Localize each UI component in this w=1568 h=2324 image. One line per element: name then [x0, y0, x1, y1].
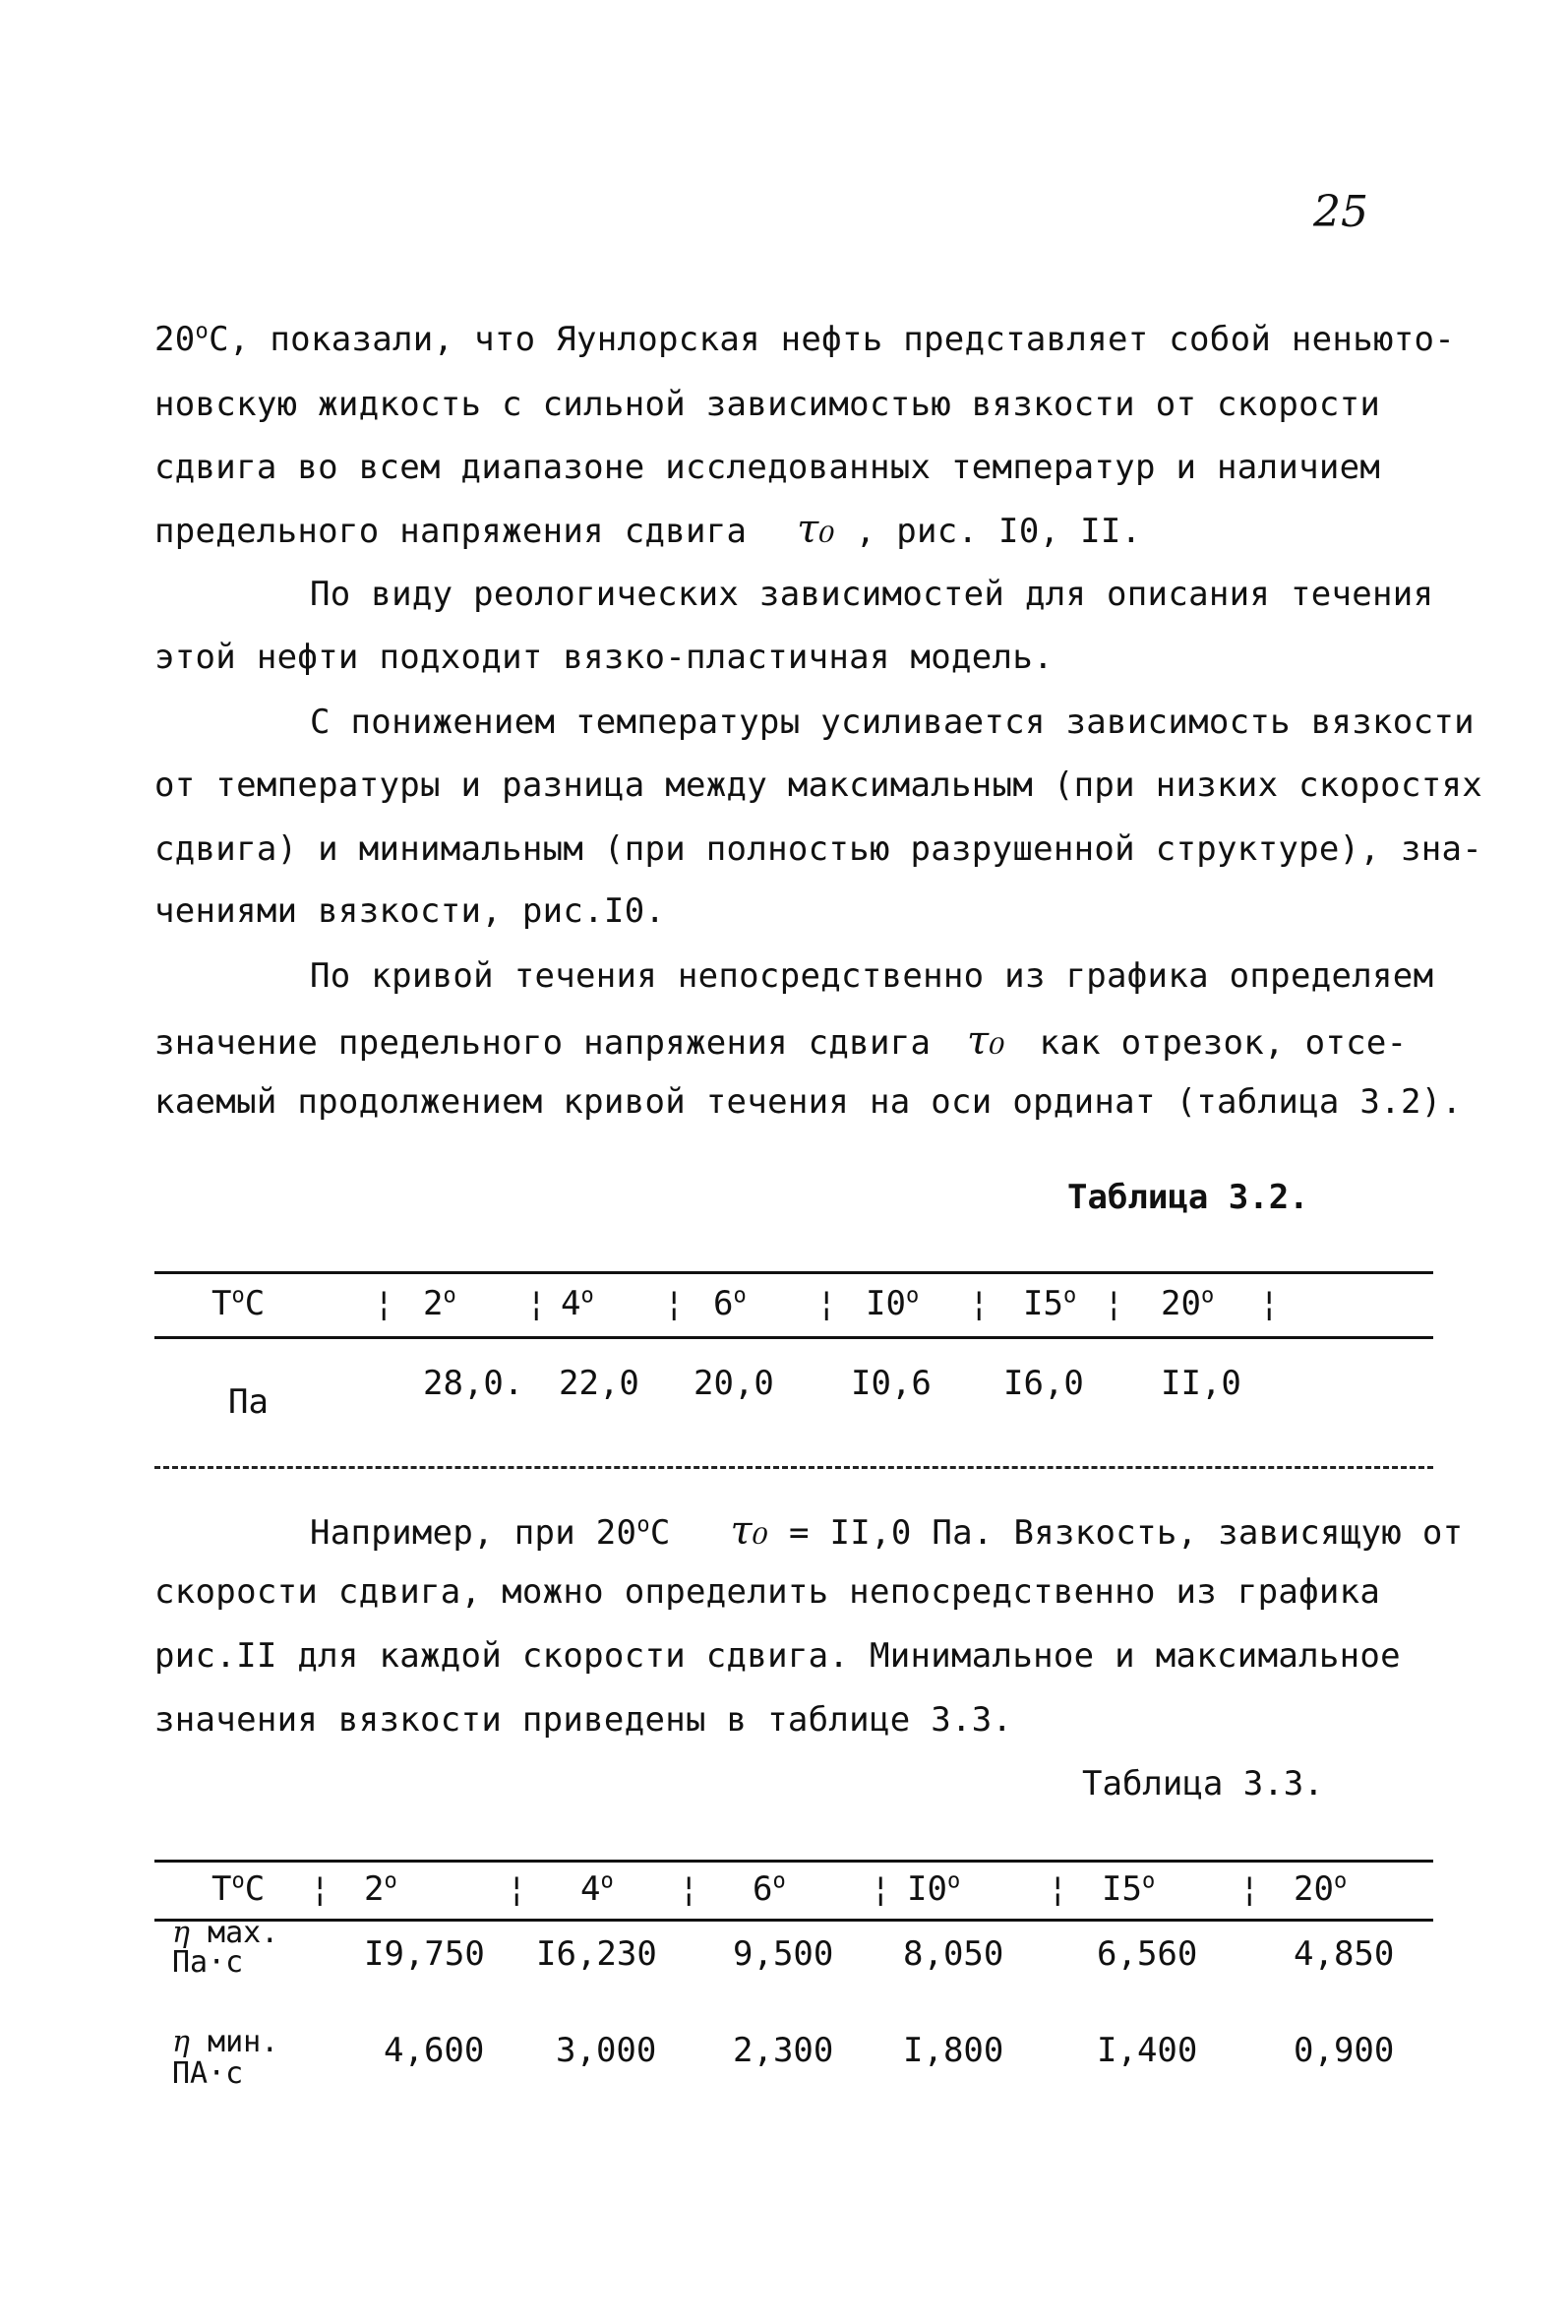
text-line: С понижением температуры усиливается зависимость вязкости — [310, 703, 1475, 742]
tau-zero-symbol: τ₀ — [730, 1508, 769, 1554]
table-header-cell: $6^о$ — [753, 1868, 786, 1909]
column-separator: ¦ — [526, 1284, 547, 1323]
table-caption: Таблица 3.2. — [1067, 1178, 1309, 1217]
text-line: новскую жидкость с сильной зависимостью вязкости от скорости — [154, 385, 1381, 424]
text-line: от температуры и разница между максимальным (при низких скоростях — [154, 765, 1483, 805]
column-separator: ¦ — [1259, 1284, 1280, 1323]
table-cell: 9,500 — [733, 1934, 834, 1974]
column-separator: ¦ — [1048, 1869, 1068, 1909]
text-line: Например, при $20^оС$ τ₀ = II,0 Па. Вязкость, зависящую от — [310, 1508, 1464, 1554]
text-line: скорости сдвига, можно определить непосредственно из графика — [154, 1572, 1381, 1612]
table-row-label: η мин. ПА·с — [172, 2025, 279, 2091]
column-separator: ¦ — [1104, 1284, 1124, 1323]
tau-zero-symbol: τ₀ — [797, 507, 835, 552]
table-header-label: $Т^оС$ — [211, 1283, 266, 1323]
text-line: каемый продолжением кривой течения на оси ординат (таблица 3.2). — [154, 1082, 1463, 1122]
table-cell: I6,230 — [536, 1934, 657, 1974]
table-cell: 20,0 — [694, 1364, 774, 1403]
column-separator: ¦ — [1239, 1869, 1260, 1909]
text-line: $20^оС$, показали, что Яунлорская нефть представляет собой неньюто- — [154, 319, 1456, 359]
text-line: По кривой течения непосредственно из графика определяем — [310, 956, 1434, 996]
text-line: сдвига) и минимальным (при полностью разрушенной структуре), зна- — [154, 829, 1483, 869]
table-cell: 4,600 — [384, 2031, 485, 2070]
eta-symbol: η — [172, 2025, 190, 2059]
table-row-label: Па — [228, 1382, 269, 1422]
table-header-rule — [154, 1336, 1433, 1339]
text-line: чениями вязкости, рис.I0. — [154, 891, 666, 931]
table-cell: 2,300 — [733, 2031, 834, 2070]
table-cell: 0,900 — [1294, 2031, 1395, 2070]
table-cell: I,400 — [1097, 2031, 1198, 2070]
table-cell: 3,000 — [556, 2031, 657, 2070]
column-separator: ¦ — [969, 1284, 990, 1323]
table-header-rule — [154, 1919, 1433, 1922]
table-header-cell: $4^о$ — [561, 1283, 594, 1323]
column-separator: ¦ — [310, 1869, 331, 1909]
text-line: предельного напряжения сдвига τ₀ , рис. I0, II. — [154, 507, 1142, 552]
text-line: рис.II для каждой скорости сдвига. Минимальное и максимальное — [154, 1636, 1401, 1676]
column-separator: ¦ — [871, 1869, 891, 1909]
table-cell: II,0 — [1161, 1364, 1241, 1403]
table-header-cell: $I5^о$ — [1102, 1868, 1156, 1909]
table-cell: 28,0. — [423, 1364, 524, 1403]
eta-symbol: η — [172, 1916, 190, 1950]
table-top-rule — [154, 1271, 1433, 1274]
column-separator: ¦ — [816, 1284, 837, 1323]
table-cell: I9,750 — [364, 1934, 485, 1974]
text-line: По виду реологических зависимостей для описания течения — [310, 575, 1434, 614]
table-header-cell: $2^о$ — [423, 1283, 456, 1323]
table-bottom-rule — [154, 1466, 1433, 1469]
table-header-cell: $20^о$ — [1294, 1868, 1348, 1909]
table-cell: 22,0 — [559, 1364, 639, 1403]
table-header-cell: $I0^о$ — [866, 1283, 920, 1323]
text-line: этой нефти подходит вязко-пластичная модель. — [154, 638, 1054, 677]
table-cell: I0,6 — [851, 1364, 932, 1403]
column-separator: ¦ — [374, 1284, 394, 1323]
table-cell: I6,0 — [1003, 1364, 1084, 1403]
tau-zero-symbol: τ₀ — [967, 1018, 1005, 1064]
table-header-cell: $I0^о$ — [907, 1868, 961, 1909]
page-number: 25 — [1313, 187, 1368, 237]
column-separator: ¦ — [679, 1869, 699, 1909]
table-caption: Таблица 3.3. — [1082, 1764, 1324, 1804]
column-separator: ¦ — [664, 1284, 685, 1323]
table-header-cell: $2^о$ — [364, 1868, 397, 1909]
table-header-cell: $I5^о$ — [1023, 1283, 1077, 1323]
text-line: значение предельного напряжения сдвига τ₀ как отрезок, отсе- — [154, 1018, 1408, 1064]
table-header-cell: $20^о$ — [1161, 1283, 1215, 1323]
table-top-rule — [154, 1860, 1433, 1863]
table-cell: 4,850 — [1294, 1934, 1395, 1974]
text-line: значения вязкости приведены в таблице 3.3. — [154, 1700, 1013, 1740]
table-header-cell: $4^о$ — [580, 1868, 614, 1909]
table-cell: 8,050 — [903, 1934, 1004, 1974]
column-separator: ¦ — [507, 1869, 527, 1909]
text-line: сдвига во всем диапазоне исследованных температур и наличием — [154, 448, 1381, 487]
table-cell: 6,560 — [1097, 1934, 1198, 1974]
table-header-cell: $6^о$ — [713, 1283, 747, 1323]
table-cell: I,800 — [903, 2031, 1004, 2070]
table-header-label: $Т^оС$ — [211, 1868, 266, 1909]
table-row-label: η мах. Па·с — [172, 1916, 279, 1980]
